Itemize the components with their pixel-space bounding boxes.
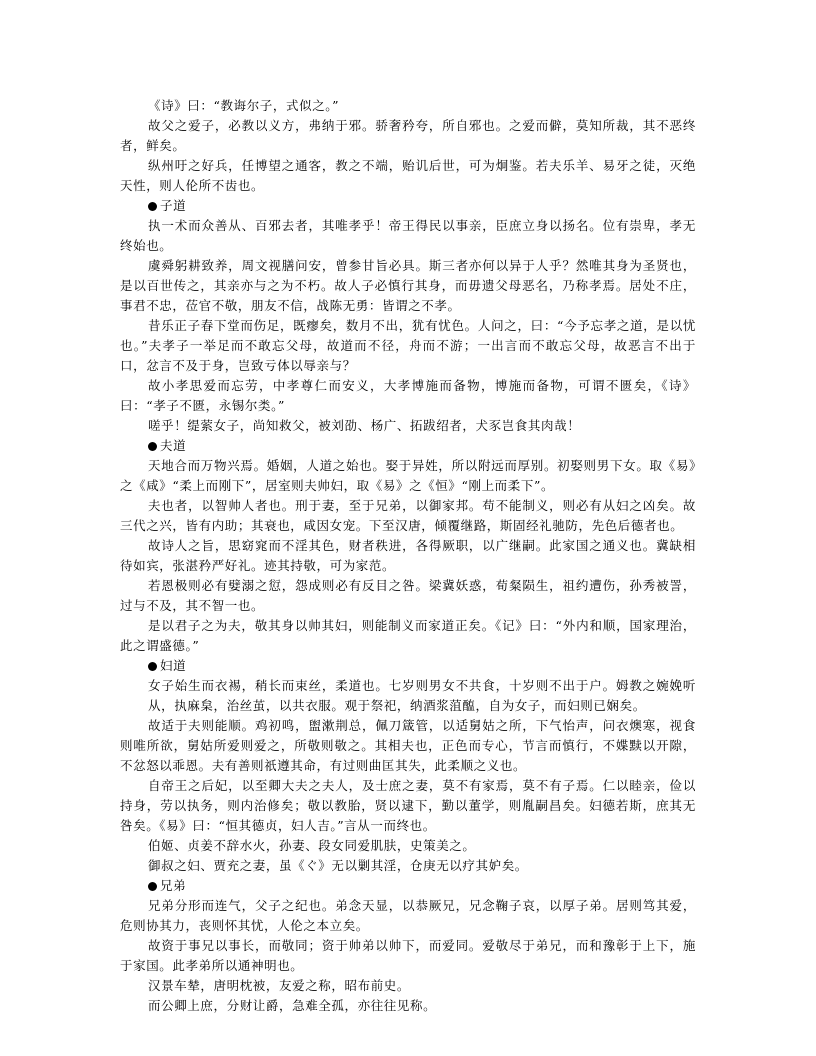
paragraph: 故适于夫则能顺。鸡初鸣，盥漱荆总，佩刀箴管，以适舅姑之所，下气怡声，问衣燠寒，视食则唯所欲，舅姑所爱则爱之，所敬则敬之。其相夫也，正色而专心，节言而慎行，不媟黩以开隙，不忿怒以乖恩。夫有善则祇遵其命，有过则曲匡其失，此柔顺之义也。 <box>120 718 696 773</box>
section-heading-label: 子道 <box>160 198 187 213</box>
bullet-icon <box>148 202 157 211</box>
bullet-icon <box>148 662 157 671</box>
paragraph: 故诗人之旨，思窈窕而不淫其色，财者秩进，各得厥职，以广继嗣。此家国之通义也。冀缺相待如宾，张湛矜严好礼。迹其持敬，可为家范。 <box>120 538 696 573</box>
section-heading-fudao <box>120 436 696 456</box>
paragraph: 天地合而万物兴焉。婚姻，人道之始也。娶于异姓，所以附远而厚别。初娶则男下女。取《易》之《咸》“柔上而刚下”，居室则夫帅妇，取《易》之《恒》“刚上而柔下”。 <box>120 458 696 493</box>
paragraph: 御叔之妇、贾充之妻，虽《ぐ》无以剿其淫，仓庚无以疗其妒矣。 <box>148 858 528 873</box>
section-heading-label: 夫道 <box>160 438 187 453</box>
paragraph: 若恩极则必有嬖溺之愆，怨成则必有反目之咎。梁冀妖惑，荀粲陨生，祖约遭伤，孙秀被詈，过与不及，其不智一也。 <box>120 578 696 613</box>
document-body <box>120 96 696 1016</box>
section-heading-zidao <box>120 196 696 216</box>
bullet-icon <box>148 442 157 451</box>
paragraph: 伯姬、贞姜不辞水火，孙妻、段女同爱肌肤，史策美之。 <box>148 838 476 853</box>
paragraph: 纵州吁之好兵，任博望之通客，教之不端，贻讥后世，可为炯鉴。若夫乐羊、易牙之徒，灭绝天性，则人伦所不齿也。 <box>120 158 696 193</box>
section-heading-fudao-wife <box>120 656 696 676</box>
paragraph: 昔乐正子春下堂而伤足，既瘳矣，数月不出，犹有忧色。人问之，曰：“今予忘孝之道，是以忧也。”夫孝子一举足而不敢忘父母，故道而不径，舟而不游；一出言而不敢忘父母，故恶言不出于口，忿言不及于身，岂致亏体以辱亲与？ <box>120 318 696 373</box>
paragraph: 自帝王之后妃，以至卿大夫之夫人，及士庶之妻，莫不有家焉，莫不有子焉。仁以睦亲，俭以持身，劳以执务，则内治修矣；敬以教胎，贤以逮下，勤以董学，则胤嗣昌矣。妇德若斯，庶其无咎矣。《易》曰：“恒其德贞，妇人吉。”言从一而终也。 <box>120 778 696 833</box>
paragraph: 兄弟分形而连气，父子之纪也。弟念天显，以恭厥兄，兄念鞠子哀，以厚子弟。居则笃其爱，危则协其力，丧则怀其忧，人伦之本立矣。 <box>120 898 696 933</box>
paragraph: 故资于事兄以事长，而敬同；资于帅弟以帅下，而爱同。爱敬尽于弟兄，而和豫彰于上下，施于家国。此孝弟所以通神明也。 <box>120 938 696 973</box>
paragraph: 故父之爱子，必教以义方，弗纳于邪。骄奢矜夸，所自邪也。之爱而僻，莫知所裁，其不恶终者，鲜矣。 <box>120 118 696 153</box>
paragraph: 故小孝思爱而忘劳，中孝尊仁而安义，大孝博施而备物，博施而备物，可谓不匮矣，《诗》曰：“孝子不匮，永锡尔类。” <box>120 378 696 413</box>
paragraph: 汉景车辇，唐明枕被，友爱之称，昭布前史。 <box>148 978 411 993</box>
paragraph: 《诗》曰：“教诲尔子，式似之。” <box>148 98 340 113</box>
paragraph: 女子始生而衣裼，稍长而束丝，柔道也。七岁则男女不共食，十岁则不出于户。姆教之婉娩听从，执麻枲，治丝茧，以共衣服。观于祭祀，纳酒浆菹醢，自为女子，而妇则已娴矣。 <box>148 678 696 713</box>
paragraph: 嗟乎！缇萦女子，尚知救父，被刘劭、杨广、拓跋绍者，犬豕岂食其肉哉！ <box>148 418 581 433</box>
section-heading-xiongdi <box>120 876 696 896</box>
paragraph: 是以君子之为夫，敬其身以帅其妇，则能制义而家道正矣。《记》曰：“外内和顺，国家理治，此之谓盛德。” <box>120 618 696 653</box>
paragraph: 执一术而众善从、百邪去者，其唯孝乎！帝王得民以事亲，臣庶立身以扬名。位有崇卑，孝无终始也。 <box>120 218 696 253</box>
section-heading-label: 妇道 <box>160 658 187 673</box>
paragraph: 夫也者，以智帅人者也。刑于妻，至于兄弟，以御家邦。苟不能制义，则必有从妇之凶矣。故三代之兴，皆有内助；其衰也，咸因女宠。下至汉唐，倾覆继路，斯固经礼驰防，先色后德者也。 <box>120 498 696 533</box>
paragraph: 虞舜躬耕致养，周文视膳问安，曾参甘旨必具。斯三者亦何以异于人乎？然唯其身为圣贤也，是以百世传之，其亲亦与之为不朽。故人子必慎行其身，而毋遗父母恶名，乃称孝焉。居处不庄，事君不忠，莅官不敬，朋友不信，战陈无勇：皆谓之不孝。 <box>120 258 696 313</box>
section-heading-label: 兄弟 <box>160 878 187 893</box>
paragraph: 而公卿上庶，分财让爵，急难全孤，亦往往见称。 <box>148 998 437 1013</box>
bullet-icon <box>148 882 157 891</box>
